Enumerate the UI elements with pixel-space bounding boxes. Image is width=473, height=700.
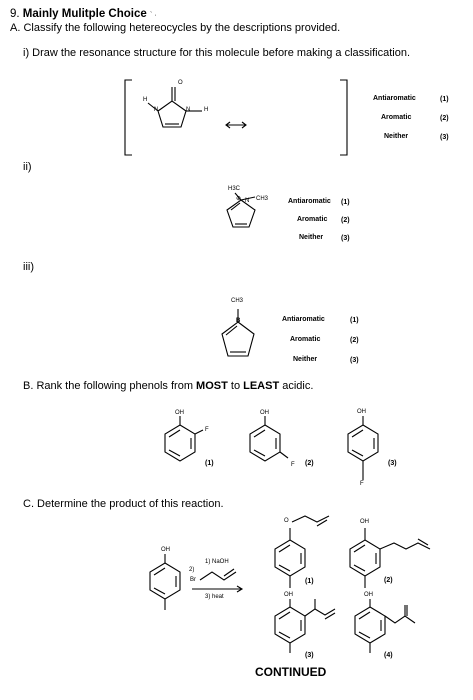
phenol-2-oh: OH (260, 410, 269, 416)
question-title-text: Mainly Mulitple Choice (22, 8, 147, 20)
option-iii-aromatic[interactable]: Aromatic (290, 336, 321, 343)
product-3-vinyl (315, 609, 335, 615)
product-3-num[interactable]: (3) (305, 652, 314, 659)
allyl-chain (200, 572, 236, 580)
option-i-antiaromatic[interactable]: Antiaromatic (373, 95, 416, 102)
molecule-i-with-brackets (120, 75, 360, 165)
reaction-arrow (190, 584, 250, 594)
step-2-label: 2) (189, 567, 195, 573)
product-1 (265, 510, 345, 600)
phenol-1-f-bond (195, 430, 203, 434)
option-ii-num-1: (1) (341, 199, 350, 206)
part-b-heading-pre: B. Rank the following phenols from (23, 380, 197, 392)
product-2-allyl-chain (380, 543, 430, 549)
option-i-num-2: (2) (440, 115, 449, 122)
product-4-chain (385, 616, 415, 623)
part-b-most: MOST (196, 380, 228, 392)
option-ii-antiaromatic[interactable]: Antiaromatic (288, 198, 331, 205)
option-iii-num-2: (2) (350, 337, 359, 344)
phenol-2-f-bond (280, 452, 288, 458)
atom-h3c: H3C (228, 186, 241, 192)
phenol-3-num[interactable]: (3) (388, 460, 397, 467)
atom-h-left: H (143, 97, 148, 103)
borole-ring (222, 322, 254, 356)
product-3-branch (305, 599, 315, 616)
phenol-2-f: F (291, 462, 295, 468)
option-ii-num-2: (2) (341, 217, 350, 224)
atom-n-left: N (154, 107, 159, 113)
option-i-num-1: (1) (440, 96, 449, 103)
product-1-num[interactable]: (1) (305, 578, 314, 585)
part-a-ii-label: ii) (23, 161, 32, 173)
imidazolone-ring (158, 101, 186, 127)
atom-br: Br (190, 577, 196, 583)
phenol-1-f: F (205, 427, 209, 433)
product-4-oh: OH (364, 592, 373, 598)
product-2-oh: OH (360, 519, 369, 525)
reactant-oh: OH (161, 547, 170, 553)
option-iii-num-1: (1) (350, 317, 359, 324)
reactant-p-cresol (140, 548, 200, 648)
product-2 (340, 515, 450, 605)
question-number: 9. (10, 8, 20, 20)
option-ii-aromatic[interactable]: Aromatic (297, 216, 328, 223)
part-a-iii-label: iii) (23, 261, 34, 273)
part-b-heading (23, 380, 313, 392)
positive-charge: ⊕ (236, 196, 242, 202)
question-marks: ` · (149, 12, 157, 19)
option-i-neither[interactable]: Neither (384, 133, 409, 140)
phenol-1-oh: OH (175, 410, 184, 416)
phenol-1-num[interactable]: (1) (205, 460, 214, 467)
atom-n-ii: N (245, 198, 250, 204)
option-iii-neither[interactable]: Neither (293, 356, 318, 363)
phenol-3-f: F (360, 481, 364, 487)
atom-ch3-iii: CH3 (231, 298, 244, 304)
reagent-3: 3) heat (205, 594, 224, 600)
option-ii-num-3: (3) (341, 235, 350, 242)
right-bracket (340, 80, 347, 155)
phenol-3 (338, 410, 398, 500)
part-b-heading-mid: to (227, 380, 244, 392)
product-1-allyl-chain (292, 516, 329, 522)
part-a-heading: A. Classify the following hetereocycles by the descriptions provided. (10, 22, 341, 34)
option-iii-antiaromatic[interactable]: Antiaromatic (282, 316, 325, 323)
part-b-least: LEAST (243, 380, 280, 392)
reagent-1: 1) NaOH (205, 559, 229, 565)
phenol-2-num[interactable]: (2) (305, 460, 314, 467)
atom-o: O (178, 80, 183, 86)
atom-ch3-ii: CH3 (256, 196, 269, 202)
phenol-2 (240, 410, 300, 490)
product-2-num[interactable]: (2) (384, 577, 393, 584)
molecule-iii (210, 300, 270, 370)
continued-label: CONTINUED (255, 665, 327, 679)
product-1-o: O (284, 518, 289, 524)
part-a-i-instruction: i) Draw the resonance structure for this molecule before making a classification. (23, 47, 411, 59)
option-iii-num-3: (3) (350, 357, 359, 364)
option-ii-neither[interactable]: Neither (299, 234, 324, 241)
question-title (10, 8, 157, 20)
phenol-1 (155, 410, 215, 480)
pyrrolium-ring (227, 200, 255, 227)
atom-b: B (236, 318, 241, 324)
part-c-heading: C. Determine the product of this reaction. (23, 498, 224, 510)
product-3-oh: OH (284, 592, 293, 598)
left-bracket (125, 80, 132, 155)
option-i-num-3: (3) (440, 134, 449, 141)
part-b-heading-post: acidic. (279, 380, 314, 392)
product-4-num[interactable]: (4) (384, 652, 393, 659)
atom-h-right: H (204, 107, 209, 113)
option-i-aromatic[interactable]: Aromatic (381, 114, 412, 121)
phenol-3-oh: OH (357, 409, 366, 415)
atom-n-right: N (186, 107, 191, 113)
